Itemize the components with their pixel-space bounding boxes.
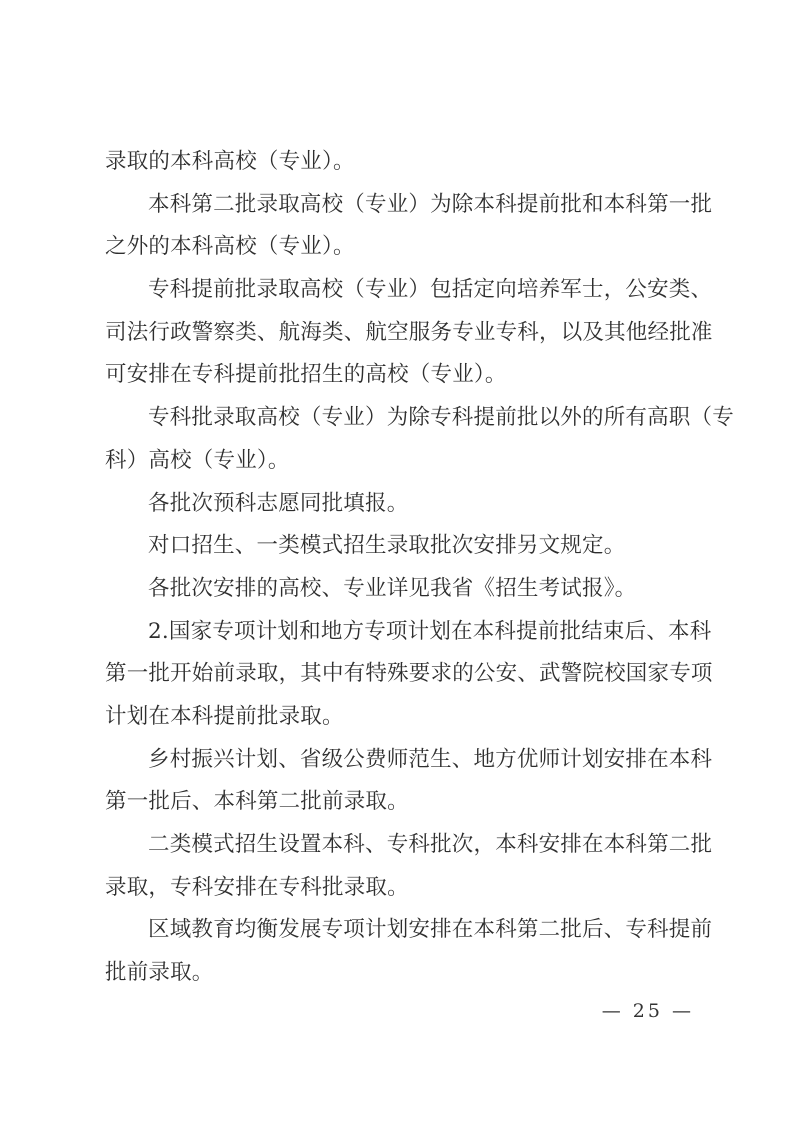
document-body [105, 141, 734, 995]
text-line: 录取，专科安排在专科批录取。 [105, 874, 409, 900]
page-footer [602, 999, 694, 1023]
text-line: 科）高校（专业）。 [105, 447, 290, 473]
text-line: 各批次安排的高校、专业详见我省《招生考试报》。 [148, 575, 637, 601]
text-line: 专科批录取高校（专业）为除专科提前批以外的所有高职（专 [148, 405, 734, 431]
text-line: 可安排在专科提前批招生的高校（专业）。 [105, 362, 507, 388]
text-line: 司法行政警察类、航海类、航空服务专业专科，以及其他经批准 [105, 319, 713, 345]
text-line: 2.国家专项计划和地方专项计划在本科提前批结束后、本科 [148, 618, 712, 644]
text-line: 各批次预科志愿同批填报。 [148, 490, 409, 516]
text-line: 专科提前批录取高校（专业）包括定向培养军士，公安类、 [148, 277, 713, 303]
text-line: 批前录取。 [105, 960, 214, 986]
page-number: — 25 — [601, 1000, 694, 1022]
text-line: 第一批后、本科第二批前录取。 [105, 789, 409, 815]
text-line: 计划在本科提前批录取。 [105, 703, 344, 729]
text-line: 区域教育均衡发展专项计划安排在本科第二批后、专科提前 [148, 917, 713, 943]
text-line: 第一批开始前录取，其中有特殊要求的公安、武警院校国家专项 [105, 661, 713, 687]
text-line: 对口招生、一类模式招生录取批次安排另文规定。 [148, 533, 626, 559]
text-line: 乡村振兴计划、省级公费师范生、地方优师计划安排在本科 [148, 746, 713, 772]
text-line: 本科第二批录取高校（专业）为除本科提前批和本科第一批 [148, 191, 713, 217]
text-line: 二类模式招生设置本科、专科批次，本科安排在本科第二批 [148, 832, 713, 857]
text-line: 之外的本科高校（专业）。 [105, 234, 355, 260]
text-line: 录取的本科高校（专业）。 [105, 149, 355, 174]
